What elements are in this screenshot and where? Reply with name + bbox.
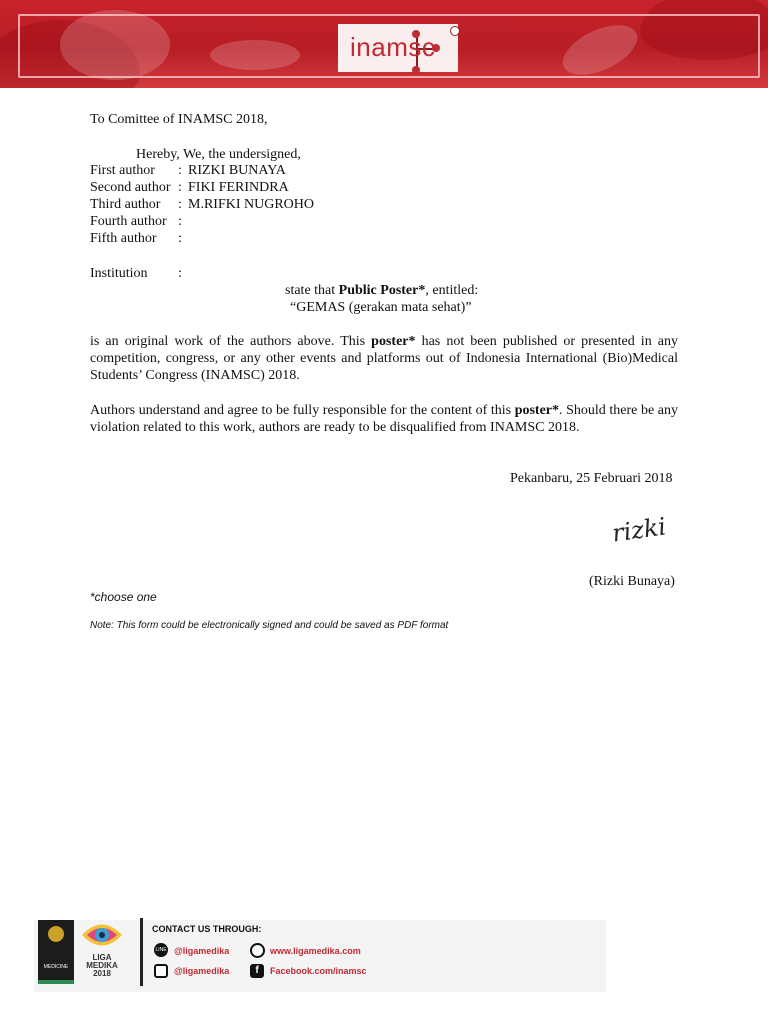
instagram-icon (154, 964, 168, 978)
author-label: Fourth author (90, 214, 167, 229)
hereby-line: Hereby, We, the undersigned, (136, 147, 301, 162)
university-seal-icon (48, 926, 64, 942)
line-icon: LINE (154, 943, 168, 957)
logo-node (450, 26, 460, 36)
paragraph-text: is an original work of the authors above. This (90, 334, 372, 349)
instagram-contact[interactable]: @ligamedika (174, 966, 230, 976)
author-value: RIZKI BUNAYA (188, 163, 286, 178)
author-row-3: Third author : M.RIFKI NUGROHO (90, 197, 315, 212)
author-label: Fifth author (90, 231, 157, 246)
institution-row: Institution : (90, 266, 182, 281)
faculty-logo (38, 920, 74, 984)
place-date: Pekanbaru, 25 Februari 2018 (510, 471, 673, 486)
inamsc-logo: inamsc (350, 32, 436, 62)
facebook-icon: f (250, 964, 264, 978)
facebook-link[interactable]: Facebook.com/inamsc (270, 966, 367, 976)
responsibility-paragraph (90, 402, 678, 436)
footer (0, 916, 768, 1024)
liga-medika-wordmark: LIGA MEDIKA 2018 (86, 953, 118, 978)
paragraph-text: has not been published or presented in any competition, congress, or any other events and platforms out of Indonesia International (Bio)Medical Students’ Congress (INAMSC) 2018. (90, 334, 678, 383)
contact-title: CONTACT US THROUGH: (152, 924, 262, 934)
paragraph-bold: poster* (371, 334, 416, 349)
author-row-2: Second author : FIKI FERINDRA (90, 180, 289, 195)
author-row-1: First author : RIZKI BUNAYA (90, 163, 286, 178)
faculty-caption: MEDICINE (43, 964, 69, 970)
paragraph-bold: poster* (514, 403, 560, 418)
header-banner (0, 0, 768, 88)
statement-type: Public Poster* (338, 283, 426, 298)
author-label: Second author (90, 180, 171, 195)
author-value: FIKI FERINDRA (188, 180, 289, 195)
author-row-4: Fourth author : (90, 214, 182, 229)
author-label: Third author (90, 197, 161, 212)
choose-note: *choose one (90, 590, 157, 604)
author-value: M.RIFKI NUGROHO (188, 197, 315, 212)
author-row-5: Fifth author : (90, 231, 182, 246)
paragraph-text: Authors understand and agree to be fully responsible for the content of this (90, 403, 515, 418)
statement-line (285, 282, 478, 299)
statement-prefix: state that (285, 283, 339, 298)
author-label: First author (90, 163, 155, 178)
logo-node (412, 66, 420, 74)
signature: rizki (610, 512, 668, 548)
website-link[interactable]: www.ligamedika.com (270, 946, 361, 956)
footer-divider (140, 918, 143, 986)
paragraph-text: . Should there be any violation related to this work, authors are ready to be disqualified from INAMSC 2018. (90, 403, 678, 435)
line-contact[interactable]: @ligamedika (174, 946, 230, 956)
originality-paragraph (90, 333, 678, 384)
institution-label: Institution (90, 266, 148, 281)
work-title: “GEMAS (gerakan mata sehat)” (290, 300, 472, 315)
liga-medika-eye-logo (80, 918, 124, 952)
statement-suffix: , entitled: (425, 283, 479, 298)
signer-name: (Rizki Bunaya) (589, 574, 675, 589)
globe-icon (250, 943, 265, 958)
salutation: To Comittee of INAMSC 2018, (90, 112, 268, 127)
form-note: Note: This form could be electronically signed and could be saved as PDF format (90, 620, 449, 631)
